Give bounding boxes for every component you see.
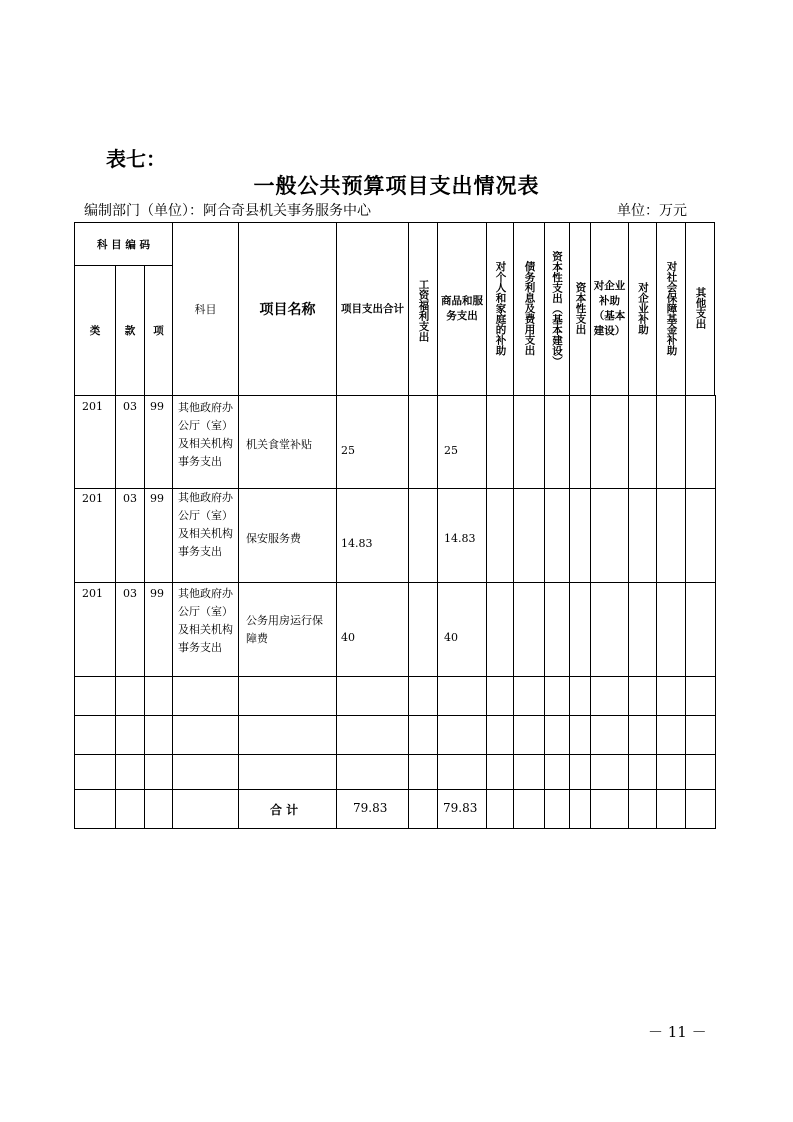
table-cell [656, 754, 686, 790]
table-cell [74, 676, 116, 716]
table-cell [590, 676, 629, 716]
table-cell [513, 754, 545, 790]
kuan-header: 款 [124, 325, 136, 337]
table-cell [685, 582, 716, 677]
debt-header: 债务利息及费用支出 [523, 260, 536, 356]
table-cell [569, 754, 591, 790]
table-cell [144, 789, 173, 829]
table-cell [486, 789, 514, 829]
table-cell [569, 582, 591, 677]
lei-cell: 201 [82, 400, 103, 413]
table-cell [685, 789, 716, 829]
subject-cell: 其他政府办公厅（室）及相关机构事务支出 [178, 491, 233, 558]
table-cell [408, 488, 438, 583]
table-cell [408, 789, 438, 829]
table-cell [144, 754, 173, 790]
table-cell [336, 582, 409, 677]
lei-header: 类 [89, 325, 101, 337]
table-cell [569, 488, 591, 583]
project-name-header: 项目名称 [259, 302, 316, 318]
social-header: 对社会保障基金补助 [665, 260, 678, 356]
table-cell [74, 789, 116, 829]
xiang-cell: 99 [150, 400, 164, 413]
page-title: 一般公共预算项目支出情况表 [253, 174, 540, 198]
table-cell [590, 395, 629, 489]
table-cell [590, 715, 629, 755]
table-cell [74, 754, 116, 790]
table-cell [172, 789, 239, 829]
table-cell [408, 582, 438, 677]
table-cell [544, 789, 570, 829]
table-cell [408, 395, 438, 489]
kuan-cell: 03 [123, 400, 137, 413]
total-sum-cell: 79.83 [353, 801, 388, 815]
table-cell [656, 488, 686, 583]
goods-cell: 14.83 [444, 532, 476, 545]
table-cell [408, 754, 438, 790]
table-cell [628, 676, 657, 716]
total-cell: 25 [341, 444, 355, 457]
lei-cell: 201 [82, 587, 103, 600]
table-cell [437, 715, 487, 755]
table-cell [590, 754, 629, 790]
table-cell [437, 582, 487, 677]
table-cell [408, 676, 438, 716]
table-cell [590, 488, 629, 583]
subject-header: 科目 [194, 303, 217, 316]
project-cell: 机关食堂补贴 [246, 438, 312, 451]
table-cell [628, 582, 657, 677]
table-cell [569, 395, 591, 489]
table-cell [172, 676, 239, 716]
xiang-cell: 99 [150, 492, 164, 505]
table-cell [513, 715, 545, 755]
table-cell [172, 754, 239, 790]
table-cell [569, 789, 591, 829]
lei-cell: 201 [82, 492, 103, 505]
table-cell [544, 582, 570, 677]
table-cell [590, 789, 629, 829]
table-cell [569, 715, 591, 755]
table-cell [590, 582, 629, 677]
table-cell [513, 789, 545, 829]
table-cell [544, 395, 570, 489]
kuan-cell: 03 [123, 492, 137, 505]
table-cell [486, 676, 514, 716]
table-cell [238, 715, 337, 755]
table-cell [628, 488, 657, 583]
subject-cell: 其他政府办公厅（室）及相关机构事务支出 [178, 587, 233, 654]
table-cell [628, 395, 657, 489]
table-cell [115, 754, 145, 790]
table-tag: 表七： [106, 147, 166, 171]
table-cell [544, 676, 570, 716]
table-cell [685, 395, 716, 489]
kuan-cell: 03 [123, 587, 137, 600]
table-cell [486, 488, 514, 583]
table-cell [486, 715, 514, 755]
table-cell [513, 676, 545, 716]
total-label: 合 计 [270, 803, 299, 817]
table-cell [486, 582, 514, 677]
table-cell [656, 789, 686, 829]
table-cell [336, 754, 409, 790]
goods-cell: 40 [444, 631, 458, 644]
table-cell [74, 715, 116, 755]
code-group-header: 科 目 编 码 [97, 238, 150, 251]
table-cell [238, 754, 337, 790]
total-cell: 40 [341, 631, 355, 644]
project-cell: 保安服务费 [246, 532, 301, 545]
table-cell [685, 488, 716, 583]
table-cell [336, 488, 409, 583]
goods-sum-cell: 79.83 [443, 801, 478, 815]
capital-basic-header: 资本性支出（基本建设） [551, 251, 563, 367]
table-cell [408, 715, 438, 755]
table-cell [628, 715, 657, 755]
xiang-header: 项 [153, 325, 164, 337]
table-cell [513, 582, 545, 677]
table-cell [238, 676, 337, 716]
table-cell [144, 715, 173, 755]
table-cell [172, 715, 239, 755]
table-cell [628, 754, 657, 790]
page-number: － 11 － [648, 1023, 707, 1041]
table-cell [486, 395, 514, 489]
enterprise-basic-header: 对企业补助（基本建设） [593, 280, 626, 337]
capital-header: 资本性支出 [574, 281, 587, 335]
table-cell [685, 754, 716, 790]
table-cell [144, 676, 173, 716]
total-cell: 14.83 [341, 537, 373, 550]
project-cell: 公务用房运行保障费 [246, 614, 323, 645]
table-cell [437, 754, 487, 790]
table-cell [115, 715, 145, 755]
table-cell [115, 676, 145, 716]
table-cell [656, 676, 686, 716]
enterprise-header: 对企业补助 [637, 281, 649, 335]
table-cell [544, 715, 570, 755]
table-cell [115, 789, 145, 829]
table-cell [336, 715, 409, 755]
xiang-cell: 99 [150, 587, 164, 600]
other-header: 其他支出 [694, 287, 707, 329]
total-header: 项目支出合计 [341, 302, 404, 315]
table-cell [685, 715, 716, 755]
personal-header: 对个人和家庭的补助 [494, 260, 507, 356]
table-cell [336, 676, 409, 716]
table-cell [486, 754, 514, 790]
table-cell [656, 582, 686, 677]
table-cell [656, 395, 686, 489]
table-cell [513, 395, 545, 489]
goods-cell: 25 [444, 444, 458, 457]
table-cell [685, 676, 716, 716]
table-cell [628, 789, 657, 829]
table-cell [544, 488, 570, 583]
unit-label: 单位：万元 [617, 203, 687, 219]
org-label: 编制部门（单位）：阿合奇县机关事务服务中心 [84, 203, 371, 219]
goods-header: 商品和服务支出 [441, 295, 483, 322]
subject-cell: 其他政府办公厅（室）及相关机构事务支出 [178, 401, 233, 468]
table-cell [336, 395, 409, 489]
table-cell [656, 715, 686, 755]
table-cell [544, 754, 570, 790]
table-cell [437, 676, 487, 716]
table-cell [513, 488, 545, 583]
wages-header: 工资福利支出 [417, 278, 430, 342]
table-cell [437, 395, 487, 489]
table-cell [569, 676, 591, 716]
